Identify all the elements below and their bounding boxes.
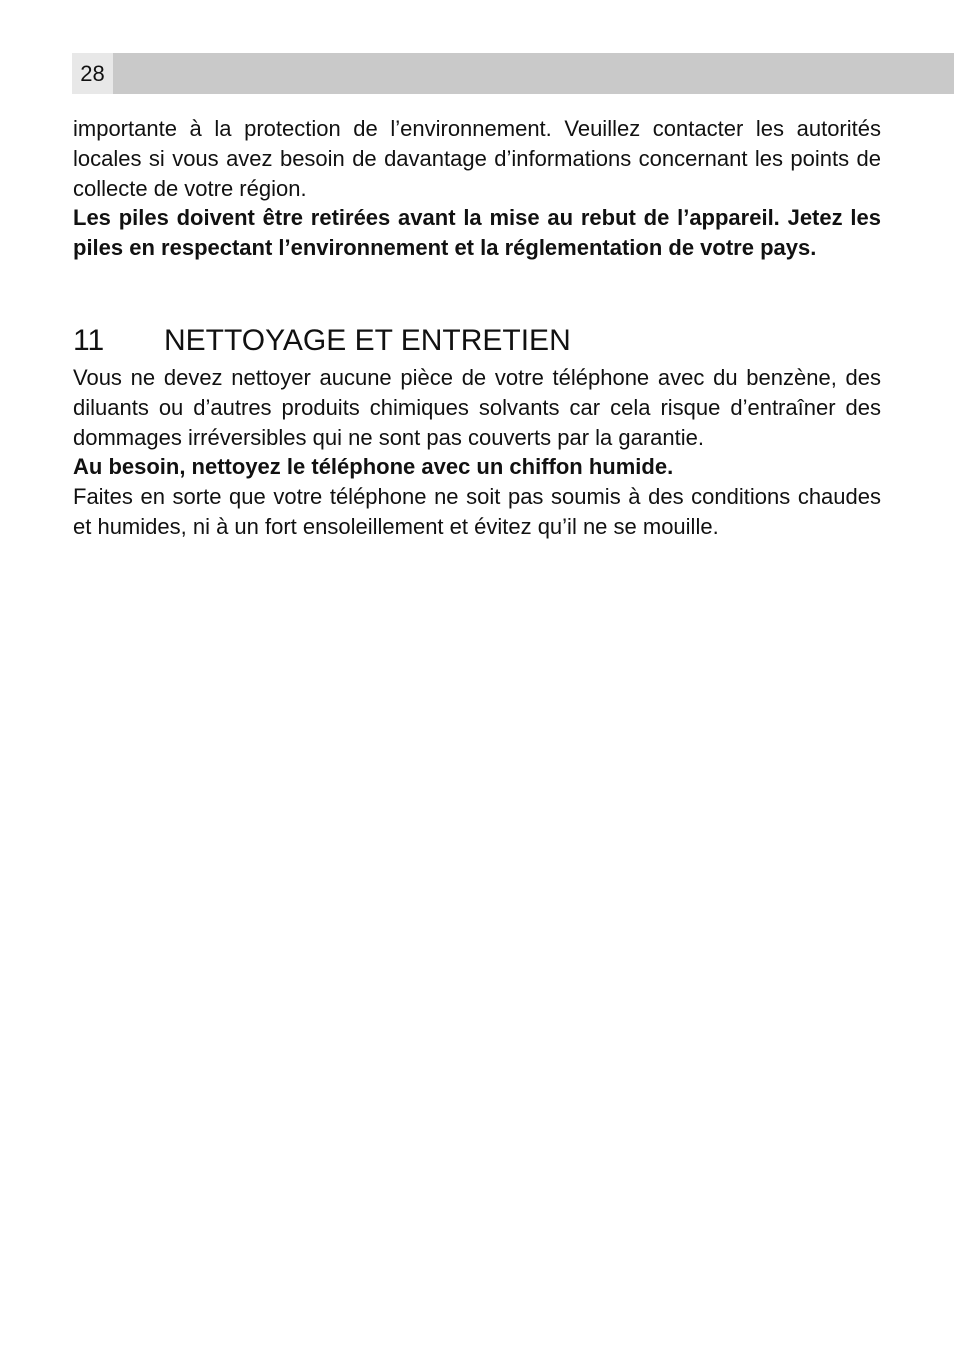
cleaning-bold-note: Au besoin, nettoyez le téléphone avec un chiffon humide. (73, 454, 674, 480)
section-body (73, 363, 881, 542)
cleaning-paragraph: Vous ne devez nettoyer aucune pièce de votre téléphone avec du benzène, des diluants ou d’autres produits chimiques solvants car cela risque d’entraîner des dommages irréversibles qui ne sont pas couverts par la garantie. (73, 364, 881, 450)
section-number: 11 (73, 323, 105, 357)
page-content (73, 114, 881, 542)
intro-paragraph: importante à la protection de l’environnement. Veuillez contacter les autorités locales si vous avez besoin de davantage d’informations concernant les points de collecte de votre région. (73, 116, 881, 201)
battery-disposal-note: Les piles doivent être retirées avant la mise au rebut de l’appareil. Jetez les piles en respectant l’environnement et la réglementation de votre pays. (73, 205, 881, 261)
section-heading (73, 323, 881, 359)
page-header-bar (72, 53, 954, 94)
section-title: NETTOYAGE ET ENTRETIEN (164, 323, 571, 357)
conditions-paragraph: Faites en sorte que votre téléphone ne soit pas soumis à des conditions chaudes et humides, ni à un fort ensoleillement et évitez qu’il ne se mouille. (73, 484, 881, 539)
page-number: 28 (72, 53, 113, 94)
